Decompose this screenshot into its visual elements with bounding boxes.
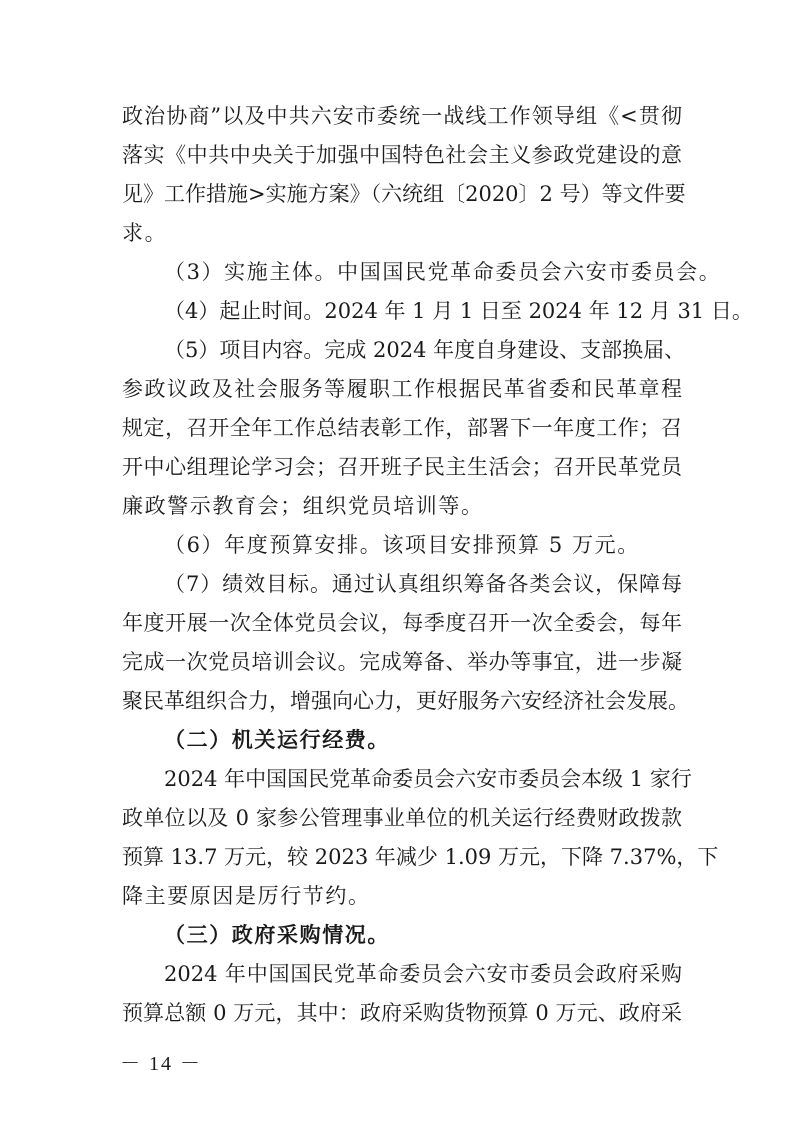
body-line: 政单位以及 0 家参公管理事业单位的机关运行经费财政拨款 — [122, 806, 682, 830]
body-line: 参政议政及社会服务等履职工作根据民革省委和民革章程 — [122, 377, 682, 401]
body-line: （5）项目内容。完成 2024 年度自身建设、支部换届、 — [164, 338, 686, 362]
body-line: 廉政警示教育会；组织党员培训等。 — [122, 494, 484, 518]
body-line: 2024 年中国国民党革命委员会六安市委员会政府采购 — [164, 962, 682, 986]
body-line: （4）起止时间。2024 年 1 月 1 日至 2024 年 12 月 31 日。 — [164, 299, 753, 323]
section-heading: （三）政府采购情况。 — [164, 922, 390, 947]
page-number: － 14 － — [120, 1053, 202, 1075]
body-line: 见》工作措施>实施方案》（六统组〔2020〕2 号）等文件要 — [122, 182, 686, 206]
body-line: 规定，召开全年工作总结表彰工作，部署下一年度工作；召 — [122, 416, 682, 440]
body-line: （3）实施主体。中国国民党革命委员会六安市委员会。 — [164, 260, 722, 284]
body-line: 2024 年中国国民党革命委员会六安市委员会本级 1 家行 — [164, 767, 692, 791]
body-line: 落实《中共中央关于加强中国特色社会主义参政党建设的意 — [122, 143, 682, 167]
body-line: 求。 — [122, 221, 168, 245]
body-line: 开中心组理论学习会；召开班子民主生活会；召开民革党员 — [122, 455, 682, 479]
body-line: （7）绩效目标。通过认真组织筹备各类会议，保障每 — [164, 572, 682, 596]
body-line: 预算总额 0 万元，其中：政府采购货物预算 0 万元、政府采 — [122, 1001, 682, 1025]
body-line: 降主要原因是厉行节约。 — [122, 884, 371, 908]
body-line: 预算 13.7 万元，较 2023 年减少 1.09 万元，下降 7.37%，下 — [122, 845, 719, 869]
section-heading: （二）机关运行经费。 — [164, 727, 390, 752]
body-line: 聚民革组织合力，增强向心力，更好服务六安经济社会发展。 — [122, 689, 689, 713]
body-line: 完成一次党员培训会议。完成筹备、举办等事宜，进一步凝 — [122, 650, 682, 674]
body-line: 政治协商”以及中共六安市委统一战线工作领导组《<贯彻 — [122, 104, 682, 128]
body-line: 年度开展一次全体党员会议，每季度召开一次全委会，每年 — [122, 611, 682, 635]
body-line: （6）年度预算安排。该项目安排预算 5 万元。 — [164, 533, 640, 557]
